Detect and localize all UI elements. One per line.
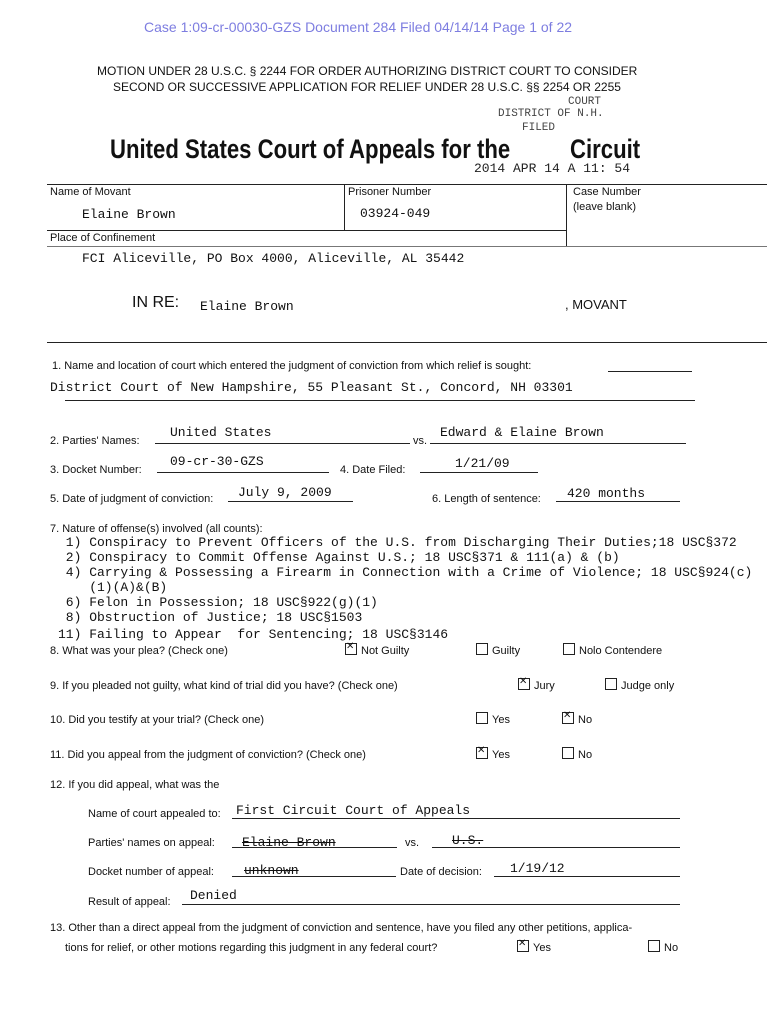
q13-yes-label: Yes — [533, 942, 551, 954]
box-divider-1 — [344, 184, 345, 230]
q7-offense-3-cont: (1)(A)&(B) — [58, 580, 168, 595]
motion-title-line2: SECOND OR SUCCESSIVE APPLICATION FOR RELIEF UNDER 28 U.S.C. §§ 2254 OR 2255 — [113, 80, 621, 94]
prisoner-number-label: Prisoner Number — [348, 186, 432, 198]
q2-party2: Edward & Elaine Brown — [440, 425, 604, 440]
q12-party2-rule — [432, 847, 680, 848]
checkbox-checked-icon[interactable] — [562, 712, 574, 724]
q4-value: 1/21/09 — [455, 456, 510, 471]
case-number-sub: (leave blank) — [573, 201, 636, 213]
checkbox-checked-icon[interactable] — [345, 643, 357, 655]
q7-offense-3: 4) Carrying & Possessing a Firearm in Connection with a Crime of Violence; 18 USC§924(c) — [58, 565, 753, 580]
q7-offense-6: 11) Failing to Appear for Sentencing; 18 USC§3146 — [58, 627, 449, 642]
stamp-line3: FILED — [522, 122, 556, 134]
q12-decision-value: 1/19/12 — [510, 861, 565, 876]
q11-yes-label: Yes — [492, 749, 510, 761]
q12-decision-rule — [494, 876, 680, 877]
q5-label: 5. Date of judgment of conviction: — [50, 493, 214, 505]
q6-rule — [556, 501, 680, 502]
q12-result-label: Result of appeal: — [88, 896, 171, 908]
q9-jury-label: Jury — [534, 680, 555, 692]
box-bottom-rule — [47, 246, 767, 247]
q7-offense-5: 8) Obstruction of Justice; 18 USC§1503 — [58, 610, 363, 625]
q12-label: 12. If you did appeal, what was the — [50, 779, 220, 791]
q7-offense-1: 1) Conspiracy to Prevent Officers of the U.S. from Discharging Their Duties;18 USC§372 — [58, 535, 737, 550]
in-re-rule — [47, 342, 767, 343]
q11-label: 11. Did you appeal from the judgment of conviction? (Check one) — [50, 749, 366, 761]
stamp-line1: COURT — [568, 96, 602, 108]
q2-vs: vs. — [413, 435, 428, 447]
q13-no[interactable] — [648, 940, 678, 954]
q1-rule — [65, 400, 695, 401]
q9-label: 9. If you pleaded not guilty, what kind of trial did you have? (Check one) — [50, 680, 398, 692]
q13-line1: 13. Other than a direct appeal from the judgment of conviction and sentence, have you filed any other petitions, applica- — [50, 922, 633, 934]
q9-judge-only-label: Judge only — [621, 680, 675, 692]
motion-title-line1: MOTION UNDER 28 U.S.C. § 2244 FOR ORDER AUTHORIZING DISTRICT COURT TO CONSIDER — [97, 64, 638, 78]
q12-docket-value: unknown — [244, 863, 299, 878]
q9-judge-only[interactable] — [605, 678, 674, 692]
q12-decision-label: Date of decision: — [400, 866, 482, 878]
q8-guilty-label: Guilty — [492, 645, 521, 657]
q3-label: 3. Docket Number: — [50, 464, 142, 476]
q3-rule — [157, 472, 329, 473]
in-re-movant: , MOVANT — [565, 297, 627, 312]
confinement-value: FCI Aliceville, PO Box 4000, Aliceville, AL 35442 — [82, 251, 465, 266]
box-mid-rule — [47, 230, 566, 231]
q8-guilty[interactable] — [476, 643, 520, 657]
movant-name-label: Name of Movant — [50, 186, 131, 198]
checkbox-icon[interactable] — [476, 643, 488, 655]
box-divider-2 — [566, 184, 567, 246]
q2-rule1 — [155, 443, 410, 444]
q13-no-label: No — [664, 942, 679, 954]
checkbox-icon[interactable] — [562, 747, 574, 759]
prisoner-number: 03924-049 — [360, 206, 431, 221]
stamp-line2: DISTRICT OF N.H. — [498, 108, 604, 120]
q12-docket-rule — [232, 876, 396, 877]
q11-no[interactable] — [562, 747, 592, 761]
q9-jury[interactable] — [518, 678, 555, 692]
q12-vs: vs. — [405, 837, 420, 849]
q6-value: 420 months — [567, 486, 646, 501]
q12-court-rule — [232, 818, 680, 819]
q8-label: 8. What was your plea? (Check one) — [50, 645, 228, 657]
stamp-line4: 2014 APR 14 A 11: 54 — [474, 161, 631, 176]
confinement-label: Place of Confinement — [50, 232, 156, 244]
q1-label: 1. Name and location of court which entered the judgment of conviction from which relief is sought: — [52, 360, 532, 372]
q7-offense-2: 2) Conspiracy to Commit Offense Against U.S.; 18 USC§371 & 111(a) & (b) — [58, 550, 620, 565]
q1-rule-short — [608, 371, 692, 372]
q12-docket-label: Docket number of appeal: — [88, 866, 214, 878]
q10-label: 10. Did you testify at your trial? (Check one) — [50, 714, 264, 726]
checkbox-icon[interactable] — [648, 940, 660, 952]
in-re-label: IN RE: — [132, 294, 180, 311]
q3-value: 09-cr-30-GZS — [170, 454, 264, 469]
q5-rule — [228, 501, 353, 502]
q1-answer: District Court of New Hampshire, 55 Pleasant St., Concord, NH 03301 — [50, 380, 573, 395]
checkbox-checked-icon[interactable] — [476, 747, 488, 759]
case-header: Case 1:09-cr-00030-GZS Document 284 Filed 04/14/14 Page 1 of 22 — [144, 19, 573, 35]
checkbox-checked-icon[interactable] — [517, 940, 529, 952]
checkbox-icon[interactable] — [563, 643, 575, 655]
court-title-circuit: Circuit — [570, 134, 641, 164]
q11-yes[interactable] — [476, 747, 510, 761]
q13-yes[interactable] — [517, 940, 551, 954]
q7-offense-4: 6) Felon in Possession; 18 USC§922(g)(1) — [58, 595, 378, 610]
q6-label: 6. Length of sentence: — [432, 493, 541, 505]
q10-no-label: No — [578, 714, 593, 726]
q12-result-rule — [182, 904, 680, 905]
q12-court-value: First Circuit Court of Appeals — [236, 803, 471, 818]
q8-nolo[interactable] — [563, 643, 662, 657]
q8-not-guilty-label: Not Guilty — [361, 645, 410, 657]
q12-party2: U.S. — [452, 833, 484, 848]
q13-line2: tions for relief, or other motions regarding this judgment in any federal court? — [65, 942, 438, 954]
q12-result-value: Denied — [190, 888, 237, 903]
box-top-rule — [47, 184, 767, 185]
q2-label: 2. Parties' Names: — [50, 435, 140, 447]
checkbox-checked-icon[interactable] — [518, 678, 530, 690]
court-title: United States Court of Appeals for the — [110, 134, 511, 164]
q5-value: July 9, 2009 — [238, 485, 332, 500]
q4-rule — [420, 472, 538, 473]
q12-party1-rule — [232, 847, 397, 848]
q4-label: 4. Date Filed: — [340, 464, 406, 476]
q10-yes[interactable] — [476, 712, 510, 726]
q12-party1: Elaine Brown — [242, 835, 336, 850]
q12-court-label: Name of court appealed to: — [88, 808, 221, 820]
q2-rule2 — [430, 443, 686, 444]
q10-yes-label: Yes — [492, 714, 510, 726]
movant-name: Elaine Brown — [82, 207, 176, 222]
in-re-name: Elaine Brown — [200, 299, 294, 314]
q10-no[interactable] — [562, 712, 592, 726]
q11-no-label: No — [578, 749, 593, 761]
q2-party1: United States — [170, 425, 272, 440]
q7-label: 7. Nature of offense(s) involved (all counts): — [50, 523, 263, 535]
q12-parties-label: Parties' names on appeal: — [88, 837, 215, 849]
q8-not-guilty[interactable] — [345, 643, 409, 657]
checkbox-icon[interactable] — [476, 712, 488, 724]
case-number-label: Case Number — [573, 186, 641, 198]
q8-nolo-label: Nolo Contendere — [579, 645, 663, 657]
checkbox-icon[interactable] — [605, 678, 617, 690]
